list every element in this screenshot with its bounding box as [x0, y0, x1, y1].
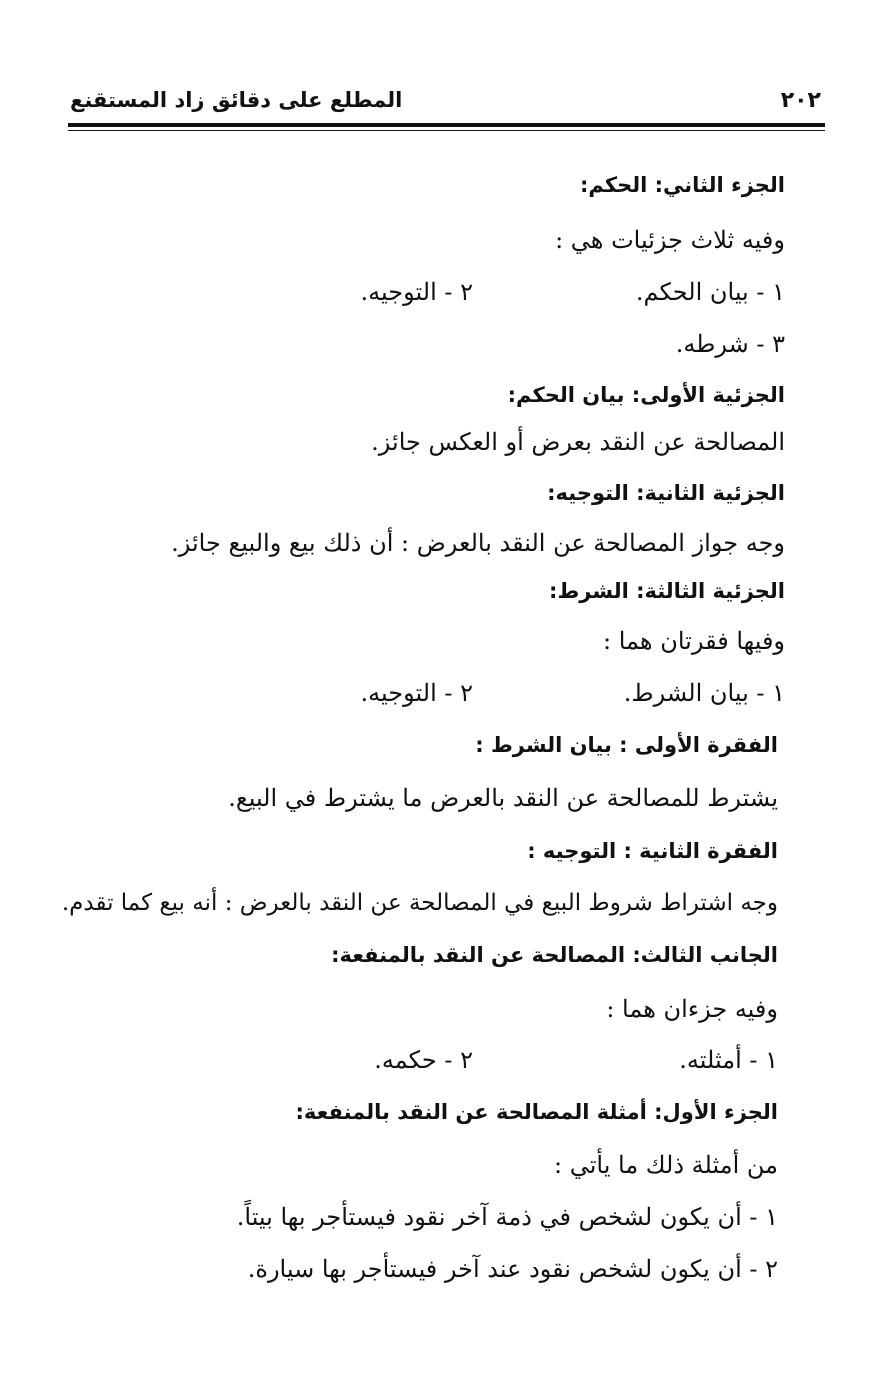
list-item: ١ - بيان الحكم. — [635, 278, 785, 306]
paragraph: من أمثلة ذلك ما يأتي : — [553, 1151, 778, 1179]
header-rule-thick — [68, 123, 825, 127]
list-item: ٢ - حكمه. — [374, 1046, 473, 1074]
list-item: ٢ - التوجيه. — [360, 679, 473, 707]
list-item: ١ - بيان الشرط. — [623, 679, 785, 707]
section-heading: الجزء الأول: أمثلة المصالحة عن النقد بالمنفعة: — [295, 1100, 778, 1124]
section-heading: الجزئية الأولى: بيان الحكم: — [507, 383, 785, 407]
paragraph: وفيها فقرتان هما : — [603, 627, 785, 655]
book-title: المطلع على دقائق زاد المستقنع — [70, 88, 403, 112]
page-number: ٢٠٢ — [780, 88, 821, 113]
page-header — [70, 88, 825, 112]
section-heading: الجانب الثالث: المصالحة عن النقد بالمنفعة: — [331, 943, 778, 967]
paragraph: وجه اشتراط شروط البيع في المصالحة عن النقد بالعرض : أنه بيع كما تقدم. — [61, 890, 778, 916]
list-item: ٢ - التوجيه. — [360, 278, 473, 306]
section-heading: الفقرة الأولى : بيان الشرط : — [475, 733, 778, 757]
list-item: ١ - أن يكون لشخص في ذمة آخر نقود فيستأجر بها بيتاً. — [236, 1203, 778, 1231]
section-heading: الجزئية الثانية: التوجيه: — [547, 481, 785, 505]
section-heading: الفقرة الثانية : التوجيه : — [527, 839, 778, 863]
header-rule-thin — [68, 130, 825, 131]
section-heading: الجزئية الثالثة: الشرط: — [549, 579, 785, 603]
paragraph: وفيه جزءان هما : — [606, 995, 778, 1023]
paragraph: المصالحة عن النقد بعرض أو العكس جائز. — [371, 428, 785, 456]
list-item: ٢ - أن يكون لشخص نقود عند آخر فيستأجر بها سيارة. — [247, 1255, 778, 1283]
paragraph: وفيه ثلاث جزئيات هي : — [555, 226, 785, 254]
paragraph: وجه جواز المصالحة عن النقد بالعرض : أن ذلك بيع والبيع جائز. — [171, 529, 785, 557]
section-heading: الجزء الثاني: الحكم: — [579, 173, 785, 197]
list-item: ٣ - شرطه. — [675, 330, 785, 358]
list-item: ١ - أمثلته. — [679, 1046, 778, 1074]
paragraph: يشترط للمصالحة عن النقد بالعرض ما يشترط في البيع. — [228, 784, 778, 812]
